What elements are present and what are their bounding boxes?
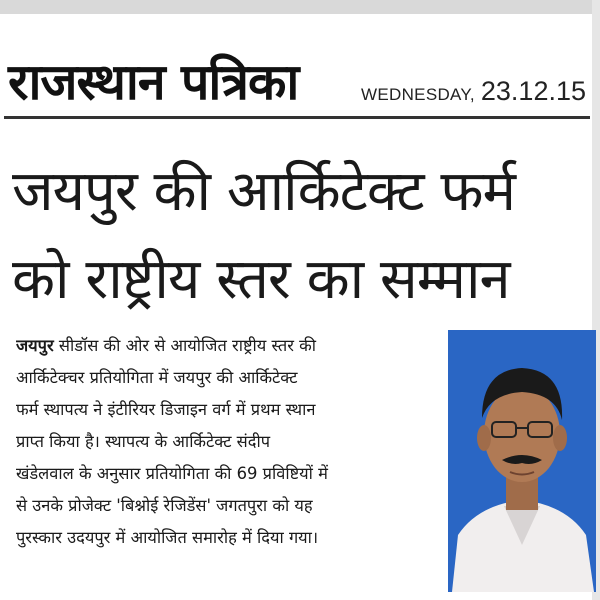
body-line-rest: सीडॉस की ओर से आयोजित राष्ट्रीय स्तर की <box>53 336 316 355</box>
masthead-divider <box>4 116 590 119</box>
body-line: खंडेलवाल के अनुसार प्रतियोगिता की 69 प्रविष्टियों में <box>16 464 328 483</box>
right-ear <box>553 425 567 451</box>
article-body <box>16 330 436 554</box>
body-line: फर्म स्थापत्य ने इंटीरियर डिजाइन वर्ग में प्रथम स्थान <box>16 400 316 419</box>
body-line: से उनके प्रोजेक्ट 'बिश्नोई रेजिडेंस' जगतपुरा को यह <box>16 496 313 515</box>
body-line <box>16 330 436 362</box>
portrait-photo <box>448 330 596 592</box>
body-line: आर्किटेक्चर प्रतियोगिता में जयपुर की आर्किटेक्ट <box>16 368 298 387</box>
dateline-date: 23.12.15 <box>480 76 586 106</box>
top-border <box>0 0 600 14</box>
headline-line: को राष्ट्रीय स्तर का सम्मान <box>12 247 510 312</box>
headline-line: जयपुर की आर्किटेक्ट फर्म <box>12 159 516 224</box>
left-ear <box>477 425 491 451</box>
face-shape <box>484 386 560 482</box>
article-dateline-word: जयपुर <box>16 336 54 355</box>
newspaper-masthead: राजस्थान पत्रिका <box>8 53 299 111</box>
dateline-day: WEDNESDAY, <box>361 85 475 104</box>
article-headline <box>12 148 572 324</box>
body-line: पुरस्कार उदयपुर में आयोजित समारोह में दिया गया। <box>16 528 319 547</box>
dateline <box>361 76 586 112</box>
portrait-illustration <box>448 330 596 592</box>
body-line: प्राप्त किया है। स्थापत्य के आर्किटेक्ट संदीप <box>16 432 271 451</box>
